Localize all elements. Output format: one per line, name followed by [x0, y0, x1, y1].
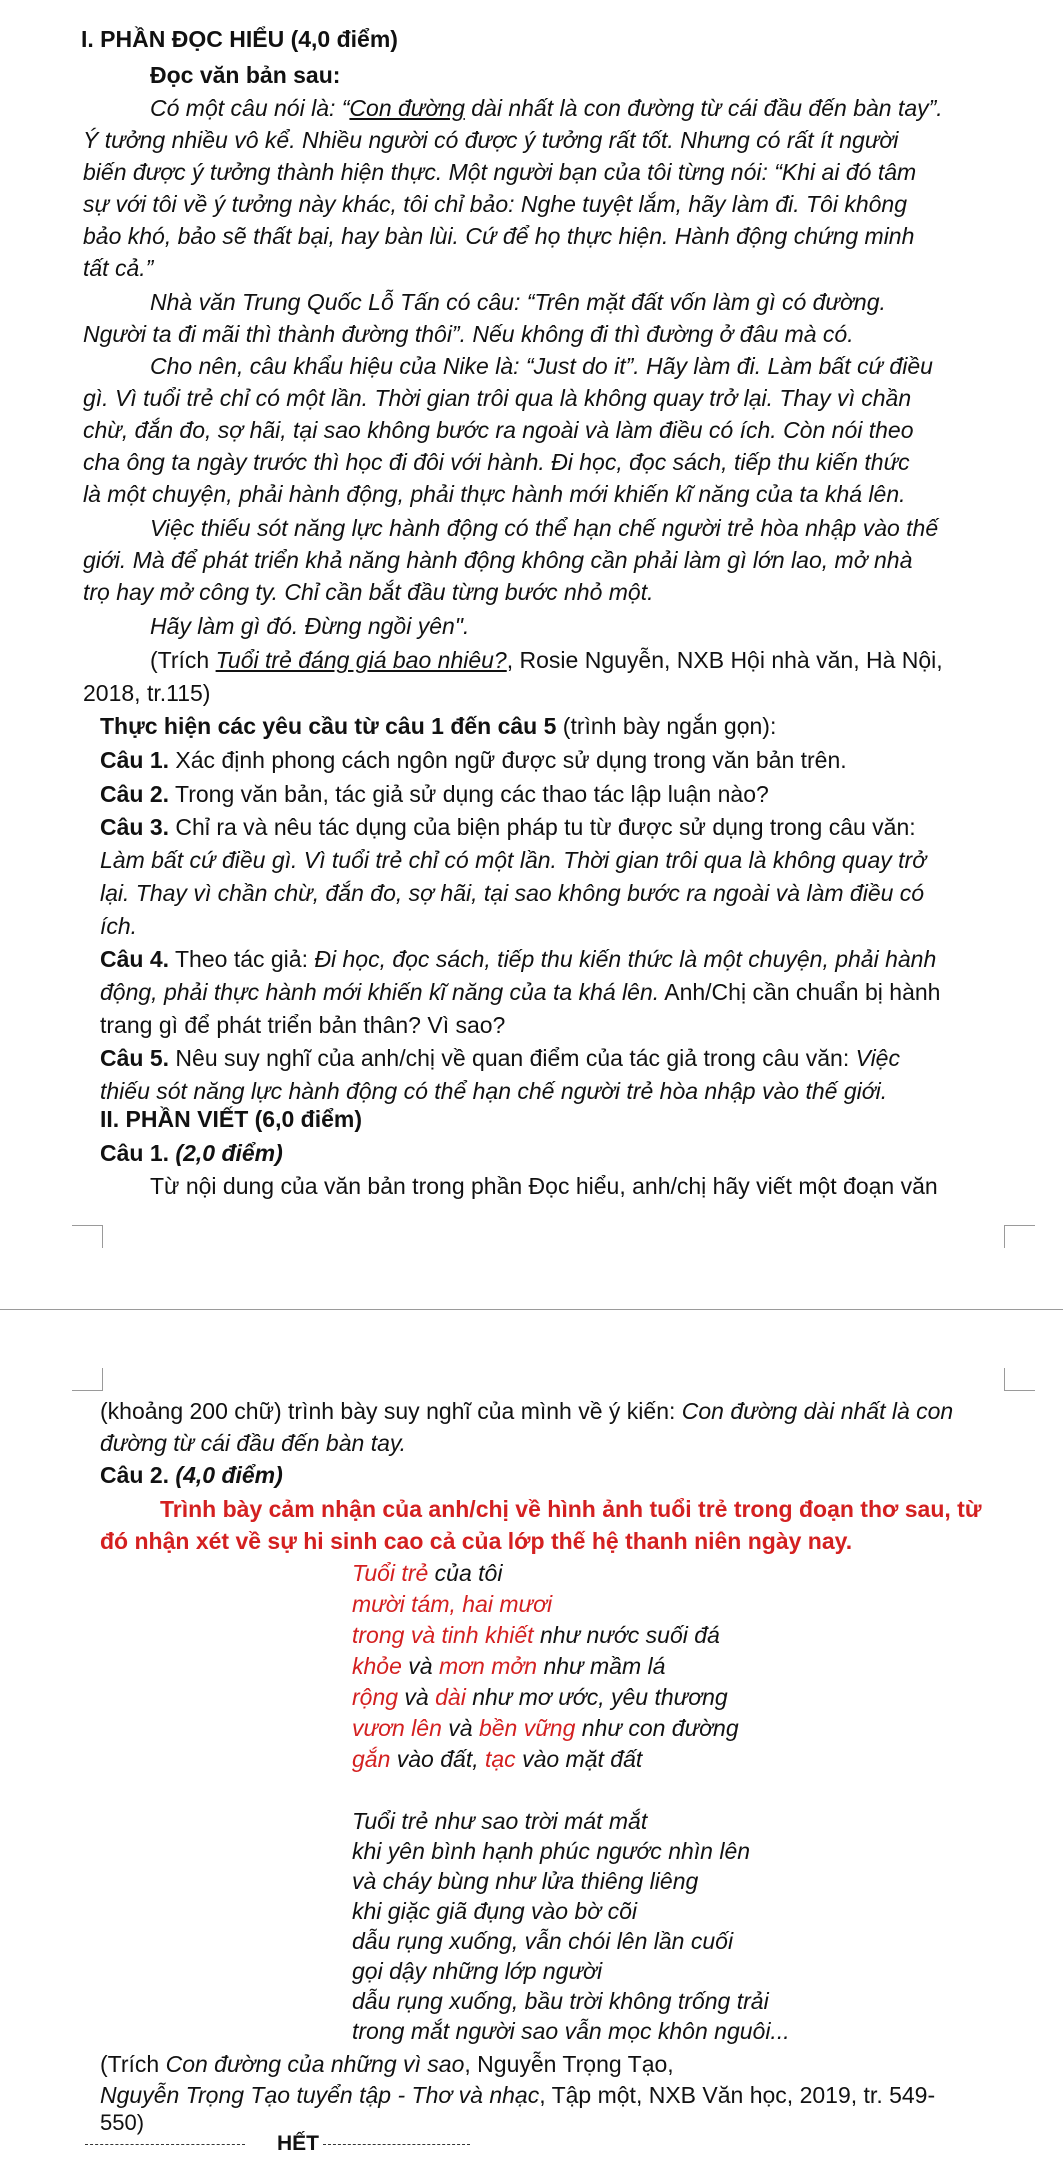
source-book-title: Tuổi trẻ đáng giá bao nhiêu? [215, 647, 507, 673]
crop-mark [72, 1225, 103, 1248]
source-text: (Trích [150, 647, 216, 673]
poem-source-line2 [100, 2080, 935, 2110]
passage-line: tất cả.” [83, 255, 154, 281]
end-dash-left [85, 2144, 245, 2145]
writing-question-2-prompt: Trình bày cảm nhận của anh/chị về hình ảnh tuổi trẻ trong đoạn thơ sau, từ [160, 1496, 982, 1522]
poem-text: vào mặt đất [515, 1746, 643, 1772]
question-label: Câu 3. [100, 814, 170, 840]
source-text: , Tập một, NXB Văn học, 2019, tr. 549- [539, 2082, 936, 2108]
question-label: Câu 5. [100, 1045, 170, 1071]
question-2 [100, 779, 769, 809]
passage-line: sự với tôi về ý tưởng này khác, tôi chỉ bảo: Nghe tuyệt lắm, hãy làm đi. Tôi không [83, 191, 908, 217]
poem-highlight: dài [435, 1684, 466, 1710]
poem-highlight: gắn [352, 1746, 391, 1772]
end-label: HẾT [277, 2132, 319, 2155]
question-3-quote: lại. Thay vì chần chừ, đắn đo, sợ hãi, tại sao không bước ra ngoài và làm điều có [100, 880, 925, 906]
question-text: Chỉ ra và nêu tác dụng của biện pháp tu từ được sử dụng trong câu văn: [169, 814, 916, 840]
writing-question-1 [100, 1138, 283, 1168]
question-text: (khoảng 200 chữ) trình bày suy nghĩ của mình về ý kiến: [100, 1398, 682, 1424]
passage-line: giới. Mà để phát triển khả năng hành động không cần phải làm gì lớn lao, mở nhà [83, 547, 913, 573]
poem-text: vào đất, [390, 1746, 485, 1772]
question-4-line2 [100, 977, 940, 1007]
passage-line: gì. Vì tuổi trẻ chỉ có một lần. Thời gian trôi qua là không quay trở lại. Thay vì chần [83, 385, 912, 411]
passage-source-line2: 2018, tr.115) [83, 680, 211, 706]
passage-text: Có một câu nói là: “ [150, 95, 350, 121]
poem-line: gọi dậy những lớp người [352, 1958, 603, 1984]
passage-source [150, 645, 943, 675]
poem-highlight: vươn lên [352, 1715, 442, 1741]
passage-underlined-phrase: Con đường [349, 95, 465, 121]
passage-line: Cho nên, câu khẩu hiệu của Nike là: “Just do it”. Hãy làm đi. Làm bất cứ điều [150, 353, 933, 379]
task-intro [100, 711, 776, 741]
poem-line [352, 1620, 720, 1650]
crop-mark [1004, 1225, 1035, 1248]
writing-question-1-text: Từ nội dung của văn bản trong phần Đọc hiểu, anh/chị hãy viết một đoạn văn [150, 1173, 938, 1199]
poem-text: như mơ ước, yêu thương [465, 1684, 728, 1710]
reading-section-heading: I. PHẦN ĐỌC HIỂU (4,0 điểm) [81, 26, 398, 52]
poem-text: như con đường [575, 1715, 739, 1741]
poem-line: trong mắt người sao vẫn mọc khôn nguôi... [352, 2018, 790, 2044]
poem-source-line3: 550) [100, 2110, 145, 2135]
writing-section-heading: II. PHẦN VIẾT (6,0 điểm) [100, 1106, 362, 1132]
passage-line: bảo khó, bảo sẽ thất bại, hay bàn lùi. Cứ để họ thực hiện. Hành động chứng minh [83, 223, 915, 249]
question-5 [100, 1043, 900, 1073]
passage-line: Nhà văn Trung Quốc Lỗ Tấn có câu: “Trên mặt đất vốn làm gì có đường. [150, 289, 886, 315]
poem-highlight: Tuổi trẻ [352, 1560, 429, 1586]
crop-mark [72, 1368, 103, 1391]
passage-line: Hãy làm gì đó. Đừng ngồi yên". [150, 613, 470, 639]
passage-line: Người ta đi mãi thì thành đường thôi”. Nếu không đi thì đường ở đâu mà có. [83, 321, 854, 347]
poem-text: và [441, 1715, 479, 1741]
question-label: Câu 2. [100, 781, 170, 807]
poem-line: và cháy bùng như lửa thiêng liêng [352, 1868, 699, 1894]
source-text: , Nguyễn Trọng Tạo, [464, 2051, 674, 2077]
poem-line [352, 1682, 728, 1712]
writing-question-2 [100, 1460, 283, 1490]
passage-line: là một chuyện, phải hành động, phải thực hành mới khiến kĩ năng của ta khá lên. [83, 481, 906, 507]
source-text: (Trích [100, 2051, 166, 2077]
passage-line: biến được ý tưởng thành hiện thực. Một người bạn của tôi từng nói: “Khi ai đó tâm [83, 159, 917, 185]
passage-line [150, 93, 943, 123]
poem-highlight: trong và tinh khiết [352, 1622, 534, 1648]
poem-text: như nước suối đá [533, 1622, 720, 1648]
passage-line: chừ, đắn đo, sợ hãi, tại sao không bước ra ngoài và làm điều có ích. Còn nói theo [83, 417, 914, 443]
source-text: , Rosie Nguyễn, NXB Hội nhà văn, Hà Nội, [506, 647, 943, 673]
poem-line: khi yên bình hạnh phúc ngước nhìn lên [352, 1838, 751, 1864]
passage-text: dài nhất là con đường từ cái đầu đến bàn tay”. [464, 95, 943, 121]
question-quote: Việc [855, 1045, 900, 1071]
question-text: Trong văn bản, tác giả sử dụng các thao tác lập luận nào? [169, 781, 769, 807]
poem-line [352, 1744, 642, 1774]
question-3-quote: ích. [100, 913, 138, 939]
poem-source [100, 2049, 674, 2079]
poem-highlight: khỏe [352, 1653, 402, 1679]
task-intro-bold: Thực hiện các yêu cầu từ câu 1 đến câu 5 [100, 713, 557, 739]
source-title: Nguyễn Trọng Tạo tuyển tập - Thơ và nhạc [100, 2082, 540, 2108]
task-intro-text: (trình bày ngắn gọn): [556, 713, 777, 739]
passage-line: cha ông ta ngày trước thì học đi đôi với hành. Đi học, đọc sách, tiếp thu kiến thức [83, 449, 910, 475]
passage-line: Ý tưởng nhiều vô kể. Nhiều người có được ý tưởng rất tốt. Nhưng có rất ít người [83, 127, 899, 153]
poem-line: dẫu rụng xuống, vẫn chói lên lần cuối [352, 1928, 734, 1954]
question-label: Câu 4. [100, 946, 170, 972]
question-quote: động, phải thực hành mới khiến kĩ năng của ta khá lên. [100, 979, 660, 1005]
poem-line: khi giặc giã đụng vào bờ cõi [352, 1898, 637, 1924]
question-points: (2,0 điểm) [175, 1140, 283, 1166]
question-quote: Đi học, đọc sách, tiếp thu kiến thức là một chuyện, phải hành [314, 946, 937, 972]
poem-line: Tuổi trẻ như sao trời mát mắt [352, 1808, 648, 1834]
question-1 [100, 745, 847, 775]
source-title: Con đường của những vì sao [165, 2051, 465, 2077]
writing-question-2-prompt: đó nhận xét về sự hi sinh cao cả của lớp thế hệ thanh niên ngày nay. [100, 1528, 853, 1554]
end-marker [85, 2128, 470, 2158]
passage-line: trọ hay mở công ty. Chỉ cần bắt đầu từng bước nhỏ một. [83, 579, 654, 605]
poem-line [352, 1558, 502, 1588]
poem-text: và [401, 1653, 439, 1679]
poem-text: và [398, 1684, 436, 1710]
question-label: Câu 2. [100, 1462, 170, 1488]
question-text: Theo tác giả: [169, 946, 315, 972]
question-points: (4,0 điểm) [175, 1462, 283, 1488]
writing-question-1-quote: đường từ cái đầu đến bàn tay. [100, 1430, 407, 1456]
poem-highlight: mơn mởn [438, 1653, 538, 1679]
writing-question-1-text [100, 1396, 953, 1426]
poem-text: như mầm lá [537, 1653, 666, 1679]
poem-highlight: tạc [485, 1746, 516, 1772]
question-4 [100, 944, 936, 974]
poem-text: của tôi [428, 1560, 503, 1586]
crop-mark [1004, 1368, 1035, 1391]
question-text: Anh/Chị cần chuẩn bị hành [659, 979, 941, 1005]
poem-highlight: rộng [352, 1684, 399, 1710]
question-text: Nêu suy nghĩ của anh/chị về quan điểm của tác giả trong câu văn: [169, 1045, 856, 1071]
question-label: Câu 1. [100, 747, 170, 773]
question-3 [100, 812, 916, 842]
poem-line: dẫu rụng xuống, bầu trời không trống trải [352, 1988, 769, 2014]
question-4-line3: trang gì để phát triển bản thân? Vì sao? [100, 1012, 506, 1038]
question-label: Câu 1. [100, 1140, 170, 1166]
poem-line: mười tám, hai mươi [352, 1591, 553, 1617]
poem-highlight: bền vững [478, 1715, 576, 1741]
question-quote: Con đường dài nhất là con [681, 1398, 954, 1424]
reading-instruction: Đọc văn bản sau: [150, 62, 341, 88]
passage-line: Việc thiếu sót năng lực hành động có thể hạn chế người trẻ hòa nhập vào thế [150, 515, 939, 541]
question-3-quote: Làm bất cứ điều gì. Vì tuổi trẻ chỉ có một lần. Thời gian trôi qua là không quay trở [100, 847, 927, 873]
question-text: Xác định phong cách ngôn ngữ được sử dụng trong văn bản trên. [169, 747, 847, 773]
end-dash-right [323, 2144, 470, 2145]
poem-line [352, 1651, 665, 1681]
poem-line [352, 1713, 739, 1743]
question-5-quote: thiếu sót năng lực hành động có thể hạn chế người trẻ hòa nhập vào thế giới. [100, 1078, 888, 1104]
